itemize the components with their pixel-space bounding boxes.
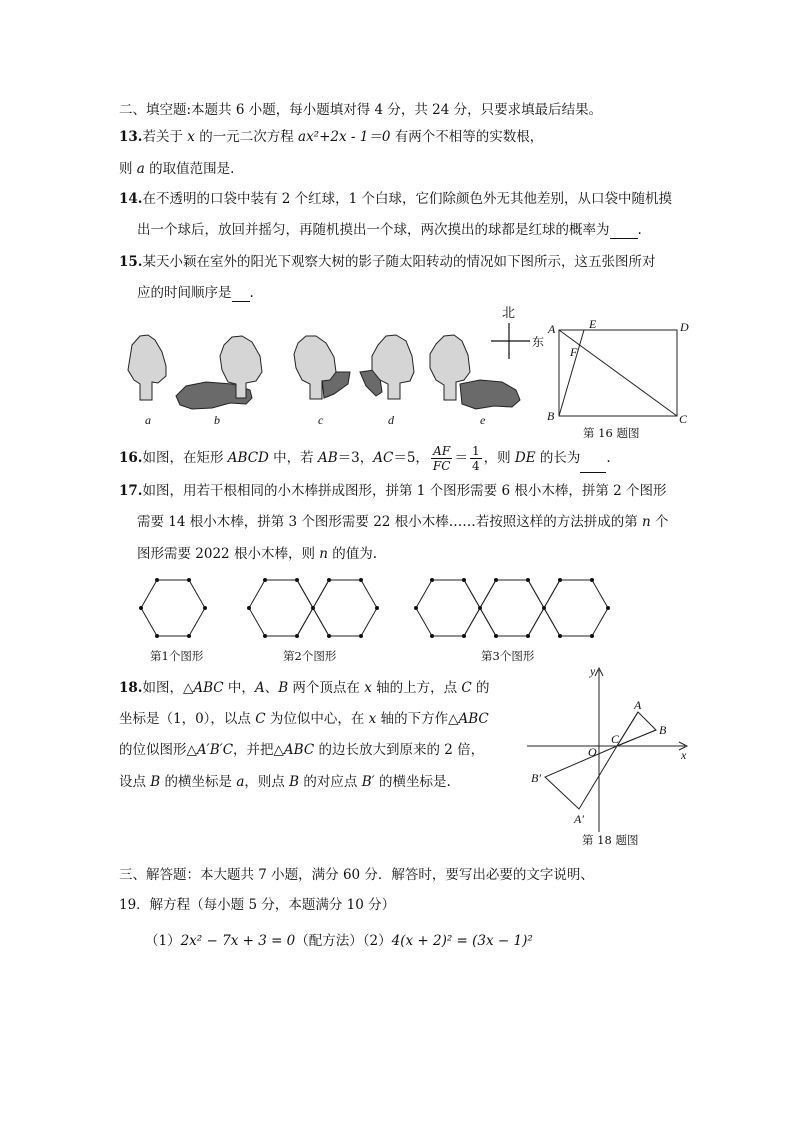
triangle-a-b-c — [545, 746, 617, 809]
q18-text: 的 — [471, 680, 490, 696]
q18-x: x — [368, 711, 377, 727]
q18-a: A — [254, 680, 265, 696]
q16-de: DE — [514, 450, 536, 466]
q13-number: 13. — [119, 129, 143, 145]
q14-text: 出一个球后，放回并摇匀，再随机摸出一个球，两次摸出的球都是红球的概率为 — [137, 222, 610, 238]
q15-text: 某天小颖在室外的阳光下观察大树的影子随太阳转动的情况如下图所示，这五张图所对 — [142, 254, 656, 270]
q13-text: 有两个不相等的实数根， — [390, 129, 544, 145]
figure-16-caption: 第 16 题图 — [583, 426, 640, 440]
q13-var-x: x — [187, 129, 195, 145]
compass-east-label: 东 — [532, 335, 545, 349]
q18-x: x — [364, 680, 372, 696]
q19-title: 19．解方程（每小题 5 分，本题满分 10 分） — [119, 897, 396, 913]
fraction-denominator: FC — [432, 459, 451, 473]
q18-text: 、 — [264, 680, 279, 696]
q13-text: 的取值范围是. — [144, 161, 235, 177]
q17-text: 需要 14 根小木棒，拼第 3 个图形需要 22 根小木棒……若按照这样的方法拼成的第 — [137, 514, 642, 530]
q18-text: 的边长放大到原来的 2 倍， — [314, 742, 485, 758]
q18-text: 轴的下方作△ — [376, 711, 459, 727]
q18-b: B — [278, 680, 289, 696]
q18-abc: ABC — [458, 711, 489, 727]
q16-text: ，则 — [483, 450, 515, 466]
q18-text: ，并把△ — [233, 742, 284, 758]
compass-north-label: 北 — [502, 306, 516, 321]
q13-text: 的一元二次方程 — [194, 129, 299, 145]
point-e: E — [589, 317, 597, 331]
q18-text: 坐标是（1，0），以点 — [119, 711, 256, 727]
q17-text: 如图，用若干根相同的小木棒拼成图形，拼第 1 个图形需要 6 根小木棒，拼第 2 个图形 — [142, 483, 667, 499]
q16-ab: AB — [317, 450, 338, 466]
point-aprime-label: A′ — [574, 812, 584, 826]
fraction-numerator: AF — [431, 444, 453, 459]
figure-18-caption: 第 18 题图 — [582, 833, 639, 847]
point-b: B — [547, 409, 555, 423]
tree-label-c: c — [318, 413, 324, 427]
q16-text: ＝ — [454, 450, 468, 466]
q17-text: 个 — [650, 514, 669, 530]
point-a-label: A — [634, 698, 642, 712]
q18-bprime: B′ — [361, 774, 375, 790]
q18-text: 的对应点 — [299, 774, 362, 790]
q18-text: 设点 — [119, 774, 151, 790]
section3-heading: 三、解答题：本大题共 7 小题，满分 60 分．解答时，要写出必要的文字说明、 — [119, 867, 594, 883]
q14-text: 在不透明的口袋中装有 2 个红球，1 个白球，它们除颜色外无其他差别，从口袋中随机摸 — [142, 191, 673, 207]
q15-number: 15. — [119, 254, 143, 270]
q17-text: 的值为. — [327, 546, 378, 562]
tree-label-b: b — [214, 413, 220, 427]
q18-text: 为位似中心，在 — [265, 711, 369, 727]
q16-ac: AC — [373, 450, 394, 466]
q18-text: 两个顶点在 — [288, 680, 365, 696]
q19-equation-2: 4(x + 2)² = (3x − 1)² — [391, 933, 533, 949]
q19-equations — [145, 932, 533, 950]
section2-heading: 二、填空题:本题共 6 小题，每小题填对得 4 分，共 24 分，只要求填最后结果。 — [119, 102, 603, 118]
y-axis-label: y — [590, 664, 596, 678]
point-d: D — [680, 320, 689, 334]
tree-label-d: d — [388, 413, 394, 427]
q16-text: 的长为 — [535, 450, 581, 466]
q13-text: 若关于 — [142, 129, 188, 145]
q19-equation-1: 2x² − 7x + 3 = 0 — [180, 933, 296, 949]
q19-part-label: （2） — [362, 933, 392, 949]
hexagon-caption-3: 第3个图形 — [481, 649, 535, 663]
q16-text: ＝5， — [393, 450, 429, 466]
q15-end: . — [249, 285, 254, 301]
q18-b: B — [289, 774, 300, 790]
q16-text: 如图，在矩形 — [142, 450, 228, 466]
q16-end: . — [606, 450, 611, 466]
triangle-abc — [617, 712, 656, 746]
q13-equation: ax²+2x - 1＝0 — [298, 129, 391, 145]
point-f: F — [570, 345, 578, 359]
q18-text: 如图，△ — [142, 680, 194, 696]
q13-text: 则 — [119, 161, 137, 177]
q18-text: ，则点 — [244, 774, 290, 790]
q17-var-n: n — [641, 514, 651, 530]
q18-c: C — [255, 711, 266, 727]
q18-b: B — [150, 774, 161, 790]
q17-text: 图形需要 2022 根小木棒，则 — [137, 546, 320, 562]
q19-method: （配方法） — [295, 933, 363, 949]
q14-end: . — [637, 222, 642, 238]
point-a: A — [548, 322, 556, 336]
point-c-label: C — [611, 732, 620, 746]
q18-var-a: a — [236, 774, 245, 790]
q18-text: 轴的上方，点 — [371, 680, 462, 696]
q18-text: 的横坐标是 — [160, 774, 237, 790]
point-c: C — [679, 412, 688, 426]
q18-c: C — [461, 680, 472, 696]
q18-image-triangle: A′B′C — [196, 742, 234, 758]
hexagon-caption-2: 第2个图形 — [283, 649, 337, 663]
q18-number: 18. — [119, 680, 143, 696]
q17-var-n: n — [319, 546, 328, 562]
q14-number: 14. — [119, 191, 143, 207]
fraction-denominator: 4 — [471, 459, 480, 473]
q13-var-a: a — [136, 161, 145, 177]
origin-label: O — [588, 745, 597, 759]
q19-part-label: （1） — [145, 933, 181, 949]
q16-text: 中，若 — [268, 450, 318, 466]
q18-text: 的位似图形△ — [119, 742, 197, 758]
q16-number: 16. — [119, 450, 143, 466]
q18-abc: ABC — [193, 680, 224, 696]
q15-text: 应的时间顺序是 — [137, 285, 232, 301]
point-bprime-label: B′ — [531, 771, 541, 785]
q18-text: 的横坐标是. — [374, 774, 451, 790]
q18-text: 中， — [223, 680, 255, 696]
hexagon-caption-1: 第1个图形 — [150, 649, 204, 663]
q16-rect: ABCD — [227, 450, 269, 466]
x-axis-label: x — [681, 748, 687, 762]
q18-abc: ABC — [283, 742, 315, 758]
tree-label-e: e — [480, 413, 486, 427]
point-b-label: B — [659, 723, 667, 737]
tree-label-a: a — [145, 413, 151, 427]
q16-text: ＝3， — [337, 450, 374, 466]
q17-number: 17. — [119, 483, 143, 499]
fraction-numerator: 1 — [471, 444, 480, 458]
